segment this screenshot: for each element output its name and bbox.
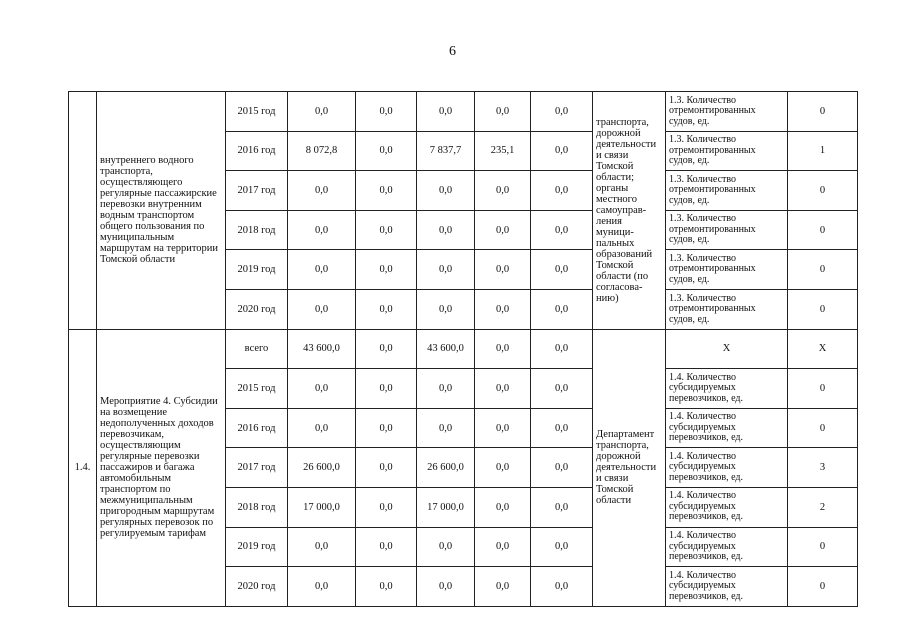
federal-budget-cell: 0,0 bbox=[356, 210, 417, 250]
regional-budget-cell: 43 600,0 bbox=[417, 329, 475, 369]
local-budget-cell: 0,0 bbox=[475, 408, 531, 448]
indicator-name: 1.4. Количество субсидируемых перевозчиков, ед. bbox=[666, 567, 788, 607]
other-sources-cell: 0,0 bbox=[531, 408, 593, 448]
period-cell: 2015 год bbox=[226, 369, 288, 409]
other-sources-cell: 0,0 bbox=[531, 289, 593, 329]
period-cell: 2019 год bbox=[226, 527, 288, 567]
federal-budget-cell: 0,0 bbox=[356, 567, 417, 607]
indicator-name: 1.4. Количество субсидируемых перевозчиков, ед. bbox=[666, 448, 788, 488]
period-cell: 2020 год bbox=[226, 567, 288, 607]
total-amount-cell: 8 072,8 bbox=[288, 131, 356, 171]
local-budget-cell: 0,0 bbox=[475, 369, 531, 409]
indicator-value: 0 bbox=[788, 408, 858, 448]
indicator-name: 1.3. Количество отремонтированных судов, ед. bbox=[666, 289, 788, 329]
local-budget-cell: 0,0 bbox=[475, 92, 531, 132]
table-row bbox=[69, 329, 858, 369]
table-row bbox=[69, 92, 858, 132]
period-cell: 2016 год bbox=[226, 131, 288, 171]
indicator-value: 0 bbox=[788, 567, 858, 607]
total-amount-cell: 0,0 bbox=[288, 289, 356, 329]
local-budget-cell: 0,0 bbox=[475, 171, 531, 211]
federal-budget-cell: 0,0 bbox=[356, 92, 417, 132]
executor: Департамент транспорта, дорожной деятельности и связи Томской области bbox=[593, 329, 666, 606]
total-amount-cell: 26 600,0 bbox=[288, 448, 356, 488]
regional-budget-cell: 0,0 bbox=[417, 567, 475, 607]
period-cell: 2015 год bbox=[226, 92, 288, 132]
period-cell: 2020 год bbox=[226, 289, 288, 329]
other-sources-cell: 0,0 bbox=[531, 92, 593, 132]
federal-budget-cell: 0,0 bbox=[356, 131, 417, 171]
indicator-value: 2 bbox=[788, 487, 858, 527]
local-budget-cell: 0,0 bbox=[475, 567, 531, 607]
federal-budget-cell: 0,0 bbox=[356, 448, 417, 488]
indicator-value: 0 bbox=[788, 92, 858, 132]
other-sources-cell: 0,0 bbox=[531, 250, 593, 290]
other-sources-cell: 0,0 bbox=[531, 171, 593, 211]
indicator-name: 1.4. Количество субсидируемых перевозчиков, ед. bbox=[666, 487, 788, 527]
other-sources-cell: 0,0 bbox=[531, 131, 593, 171]
period-cell: всего bbox=[226, 329, 288, 369]
total-amount-cell: 0,0 bbox=[288, 250, 356, 290]
federal-budget-cell: 0,0 bbox=[356, 527, 417, 567]
item-number: 1.4. bbox=[69, 329, 97, 606]
regional-budget-cell: 0,0 bbox=[417, 408, 475, 448]
indicator-value: 0 bbox=[788, 527, 858, 567]
indicator-value: 0 bbox=[788, 250, 858, 290]
local-budget-cell: 0,0 bbox=[475, 487, 531, 527]
local-budget-cell: 0,0 bbox=[475, 527, 531, 567]
total-amount-cell: 0,0 bbox=[288, 527, 356, 567]
regional-budget-cell: 0,0 bbox=[417, 250, 475, 290]
indicator-value: 0 bbox=[788, 369, 858, 409]
indicator-name: 1.4. Количество субсидируемых перевозчиков, ед. bbox=[666, 369, 788, 409]
regional-budget-cell: 17 000,0 bbox=[417, 487, 475, 527]
indicator-name: 1.3. Количество отремонтированных судов, ед. bbox=[666, 171, 788, 211]
total-amount-cell: 0,0 bbox=[288, 92, 356, 132]
indicator-value: 0 bbox=[788, 210, 858, 250]
total-amount-cell: 0,0 bbox=[288, 408, 356, 448]
activity-name: Мероприятие 4. Субсидии на возмещение недополученных доходов перевозчикам, осуществляющим регулярные перевозки пассажиров и багажа автомобильным транспортом по межмуниципальным пригородным маршрутам регулярных перевозок по регулируемым тарифам bbox=[97, 329, 226, 606]
total-amount-cell: 0,0 bbox=[288, 369, 356, 409]
local-budget-cell: 0,0 bbox=[475, 448, 531, 488]
indicator-value: 3 bbox=[788, 448, 858, 488]
local-budget-cell: 235,1 bbox=[475, 131, 531, 171]
other-sources-cell: 0,0 bbox=[531, 567, 593, 607]
other-sources-cell: 0,0 bbox=[531, 210, 593, 250]
page-number: 6 bbox=[449, 44, 456, 59]
local-budget-cell: 0,0 bbox=[475, 329, 531, 369]
regional-budget-cell: 0,0 bbox=[417, 527, 475, 567]
other-sources-cell: 0,0 bbox=[531, 369, 593, 409]
federal-budget-cell: 0,0 bbox=[356, 369, 417, 409]
total-amount-cell: 0,0 bbox=[288, 210, 356, 250]
period-cell: 2018 год bbox=[226, 210, 288, 250]
other-sources-cell: 0,0 bbox=[531, 487, 593, 527]
federal-budget-cell: 0,0 bbox=[356, 250, 417, 290]
federal-budget-cell: 0,0 bbox=[356, 171, 417, 211]
regional-budget-cell: 0,0 bbox=[417, 369, 475, 409]
regional-budget-cell: 0,0 bbox=[417, 171, 475, 211]
item-number bbox=[69, 92, 97, 330]
federal-budget-cell: 0,0 bbox=[356, 408, 417, 448]
total-amount-cell: 0,0 bbox=[288, 171, 356, 211]
period-cell: 2017 год bbox=[226, 171, 288, 211]
period-cell: 2017 год bbox=[226, 448, 288, 488]
total-amount-cell: 17 000,0 bbox=[288, 487, 356, 527]
federal-budget-cell: 0,0 bbox=[356, 329, 417, 369]
regional-budget-cell: 0,0 bbox=[417, 210, 475, 250]
regional-budget-cell: 26 600,0 bbox=[417, 448, 475, 488]
executor: транспорта, дорожной деятельности и связи Томской области; органы местного самоуправ-ления муници-пальных образований Томской области (по согласова-нию) bbox=[593, 92, 666, 330]
activity-name: внутреннего водного транспорта, осуществляющего регулярные пассажирские перевозки внутренним водным транспортом общего пользования по муниципальным маршрутам на территории Томской области bbox=[97, 92, 226, 330]
federal-budget-cell: 0,0 bbox=[356, 487, 417, 527]
indicator-name: 1.3. Количество отремонтированных судов, ед. bbox=[666, 250, 788, 290]
regional-budget-cell: 7 837,7 bbox=[417, 131, 475, 171]
indicator-value: Х bbox=[788, 329, 858, 369]
local-budget-cell: 0,0 bbox=[475, 250, 531, 290]
indicator-name: 1.4. Количество субсидируемых перевозчиков, ед. bbox=[666, 408, 788, 448]
other-sources-cell: 0,0 bbox=[531, 527, 593, 567]
period-cell: 2019 год bbox=[226, 250, 288, 290]
total-amount-cell: 0,0 bbox=[288, 567, 356, 607]
other-sources-cell: 0,0 bbox=[531, 448, 593, 488]
indicator-name: 1.3. Количество отремонтированных судов, ед. bbox=[666, 92, 788, 132]
indicator-value: 0 bbox=[788, 171, 858, 211]
indicator-value: 1 bbox=[788, 131, 858, 171]
local-budget-cell: 0,0 bbox=[475, 289, 531, 329]
indicator-name: 1.4. Количество субсидируемых перевозчиков, ед. bbox=[666, 527, 788, 567]
indicator-name: Х bbox=[666, 329, 788, 369]
local-budget-cell: 0,0 bbox=[475, 210, 531, 250]
indicator-name: 1.3. Количество отремонтированных судов, ед. bbox=[666, 210, 788, 250]
period-cell: 2018 год bbox=[226, 487, 288, 527]
total-amount-cell: 43 600,0 bbox=[288, 329, 356, 369]
period-cell: 2016 год bbox=[226, 408, 288, 448]
program-table bbox=[68, 91, 858, 607]
regional-budget-cell: 0,0 bbox=[417, 289, 475, 329]
other-sources-cell: 0,0 bbox=[531, 329, 593, 369]
regional-budget-cell: 0,0 bbox=[417, 92, 475, 132]
indicator-name: 1.3. Количество отремонтированных судов, ед. bbox=[666, 131, 788, 171]
federal-budget-cell: 0,0 bbox=[356, 289, 417, 329]
indicator-value: 0 bbox=[788, 289, 858, 329]
